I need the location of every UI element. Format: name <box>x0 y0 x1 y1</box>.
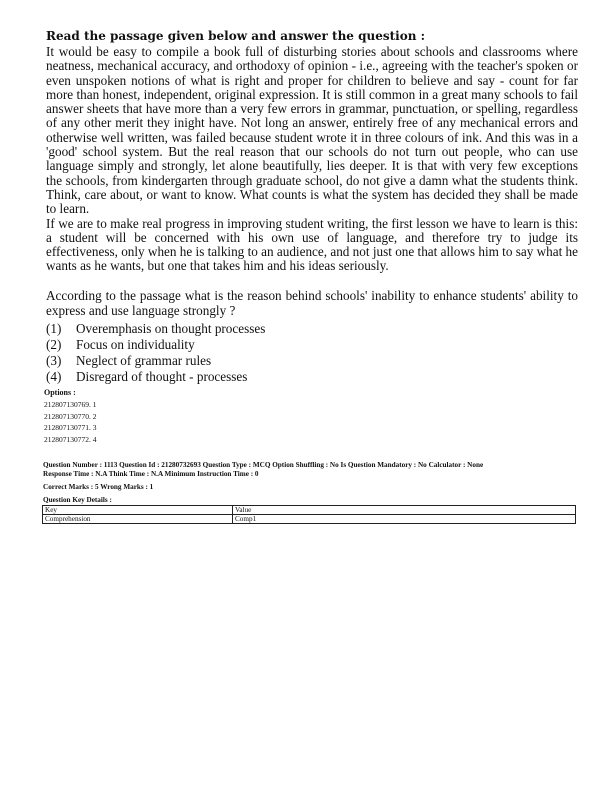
option-ids <box>44 399 97 445</box>
value-cell: Comp1 <box>233 515 576 524</box>
choice-1 <box>46 321 265 337</box>
passage-heading: Read the passage given below and answer the question : <box>46 29 426 43</box>
choice-text: Disregard of thought - processes <box>76 369 248 384</box>
key-cell: Comprehension <box>43 515 233 524</box>
option-id-2: 212807130770. 2 <box>44 411 97 421</box>
option-id-4: 212807130772. 4 <box>44 434 97 444</box>
choice-number: (1) <box>46 321 62 336</box>
option-id-1: 212807130769. 1 <box>44 400 97 409</box>
passage-text <box>46 45 578 274</box>
choice-text: Overemphasis on thought processes <box>76 321 266 336</box>
meta-question-info: Question Number : 1113 Question Id : 21280732693 Question Type : MCQ Option Shuffling : No Is Question Mandatory : No Calculator : None <box>43 461 484 469</box>
options-label: Options : <box>44 388 76 397</box>
meta-marks: Correct Marks : 5 Wrong Marks : 1 <box>43 483 154 491</box>
question-key-table <box>42 505 576 524</box>
key-table-header-row <box>43 506 576 515</box>
passage-paragraph-1: It would be easy to compile a book full of disturbing stories about schools and classrooms where neatness, mechanical accuracy, and orthodoxy of opinion - i.e., agreeing with the teacher's spoken or even unspoken notions of what is right and proper for children to believe and say - count for far more than honest, independent, original expression. It is still common in a great many schools to fail answer sheets that have more than a very few errors in grammar, punctuation, or spelling, regardless of any other merit they inight have. Not long an answer, entirely free of any mechanical errors and otherwise well written, was failed because student wrote it in three colours of ink. And this was in a 'good' school system. But the real reason that our schools do not turn out people, who can use language simply and strongly, let alone beautifully, lies deeper. It is that with very few exceptions the schools, from kindergarten through graduate school, do not give a damn what the students think. Think, care about, or want to know. What counts is what the system has decided they shall be made to learn. <box>46 44 578 217</box>
choice-4 <box>46 369 265 385</box>
question-metadata <box>43 461 573 505</box>
value-header: Value <box>233 506 576 515</box>
choice-2 <box>46 337 265 353</box>
meta-response-time: Response Time : N.A Think Time : N.A Minimum Instruction Time : 0 <box>43 470 259 478</box>
choice-number: (3) <box>46 353 62 368</box>
passage-paragraph-2: If we are to make real progress in improving student writing, the first lesson we have to learn is this: a student will be concerned with his own use of language, and therefore try to judge its effectiveness, only when he is talking to an audience, and not just one that allows him to say what he wants as he wants, but one that takes him and his ideas seriously. <box>46 215 578 274</box>
choice-number: (2) <box>46 337 62 352</box>
option-id-3: 212807130771. 3 <box>44 423 97 433</box>
answer-choices <box>46 321 265 385</box>
choice-number: (4) <box>46 369 62 384</box>
key-table-row <box>43 515 576 524</box>
choice-text: Focus on individuality <box>76 337 195 352</box>
meta-key-details-label: Question Key Details : <box>43 496 112 504</box>
choice-3 <box>46 353 265 369</box>
key-header: Key <box>43 506 233 515</box>
question-text: According to the passage what is the reason behind schools' inability to enhance students' ability to express and use language strongly ? <box>46 288 578 318</box>
choice-text: Neglect of grammar rules <box>76 353 212 368</box>
